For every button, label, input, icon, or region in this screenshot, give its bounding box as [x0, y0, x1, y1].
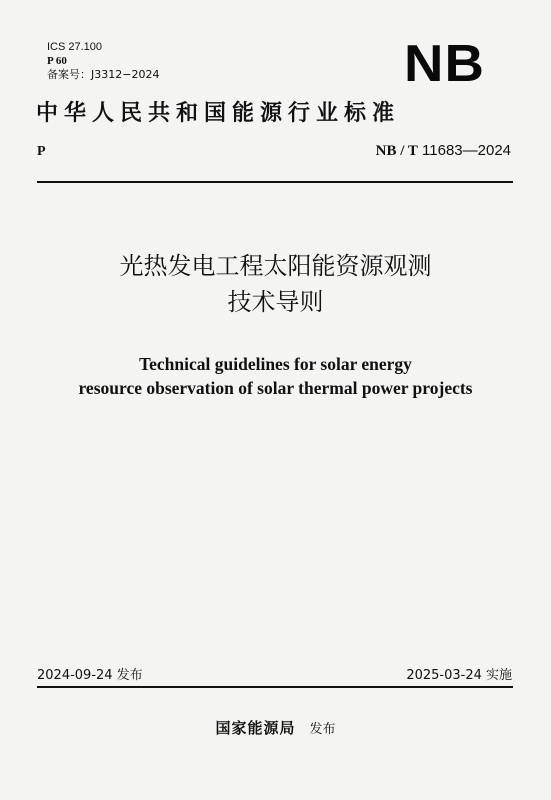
standard-code-prefix: NB / T: [375, 143, 418, 159]
publisher-org: 国家能源局: [215, 719, 296, 737]
nb-logo: NB: [404, 35, 485, 93]
publisher-action: 发布: [309, 722, 336, 737]
category-letter: P: [37, 144, 46, 159]
english-title-line-2: resource observation of solar thermal power projects: [78, 378, 473, 398]
issue-date: 2024-09-24 发布: [37, 668, 143, 683]
publisher: [0, 717, 551, 738]
chinese-title-line-2: 技术导则: [227, 288, 324, 316]
record-number: 备案号：J3312−2024: [47, 68, 160, 81]
english-title: [0, 352, 551, 400]
implementation-date: 2025-03-24 实施: [406, 668, 512, 683]
english-title-line-1: Technical guidelines for solar energy: [139, 354, 412, 374]
chinese-title: [0, 248, 551, 320]
top-divider: [37, 181, 513, 183]
standard-code-number: 11683—2024: [422, 142, 511, 159]
ccs-code: P 60: [47, 55, 67, 67]
classification-block: [47, 40, 159, 82]
standard-name: 中华人民共和国能源行业标准: [36, 101, 401, 126]
chinese-title-line-1: 光热发电工程太阳能资源观测: [119, 252, 432, 280]
ics-code: ICS 27.100: [47, 41, 103, 53]
bottom-divider: [37, 686, 513, 688]
standard-code: [376, 142, 511, 160]
